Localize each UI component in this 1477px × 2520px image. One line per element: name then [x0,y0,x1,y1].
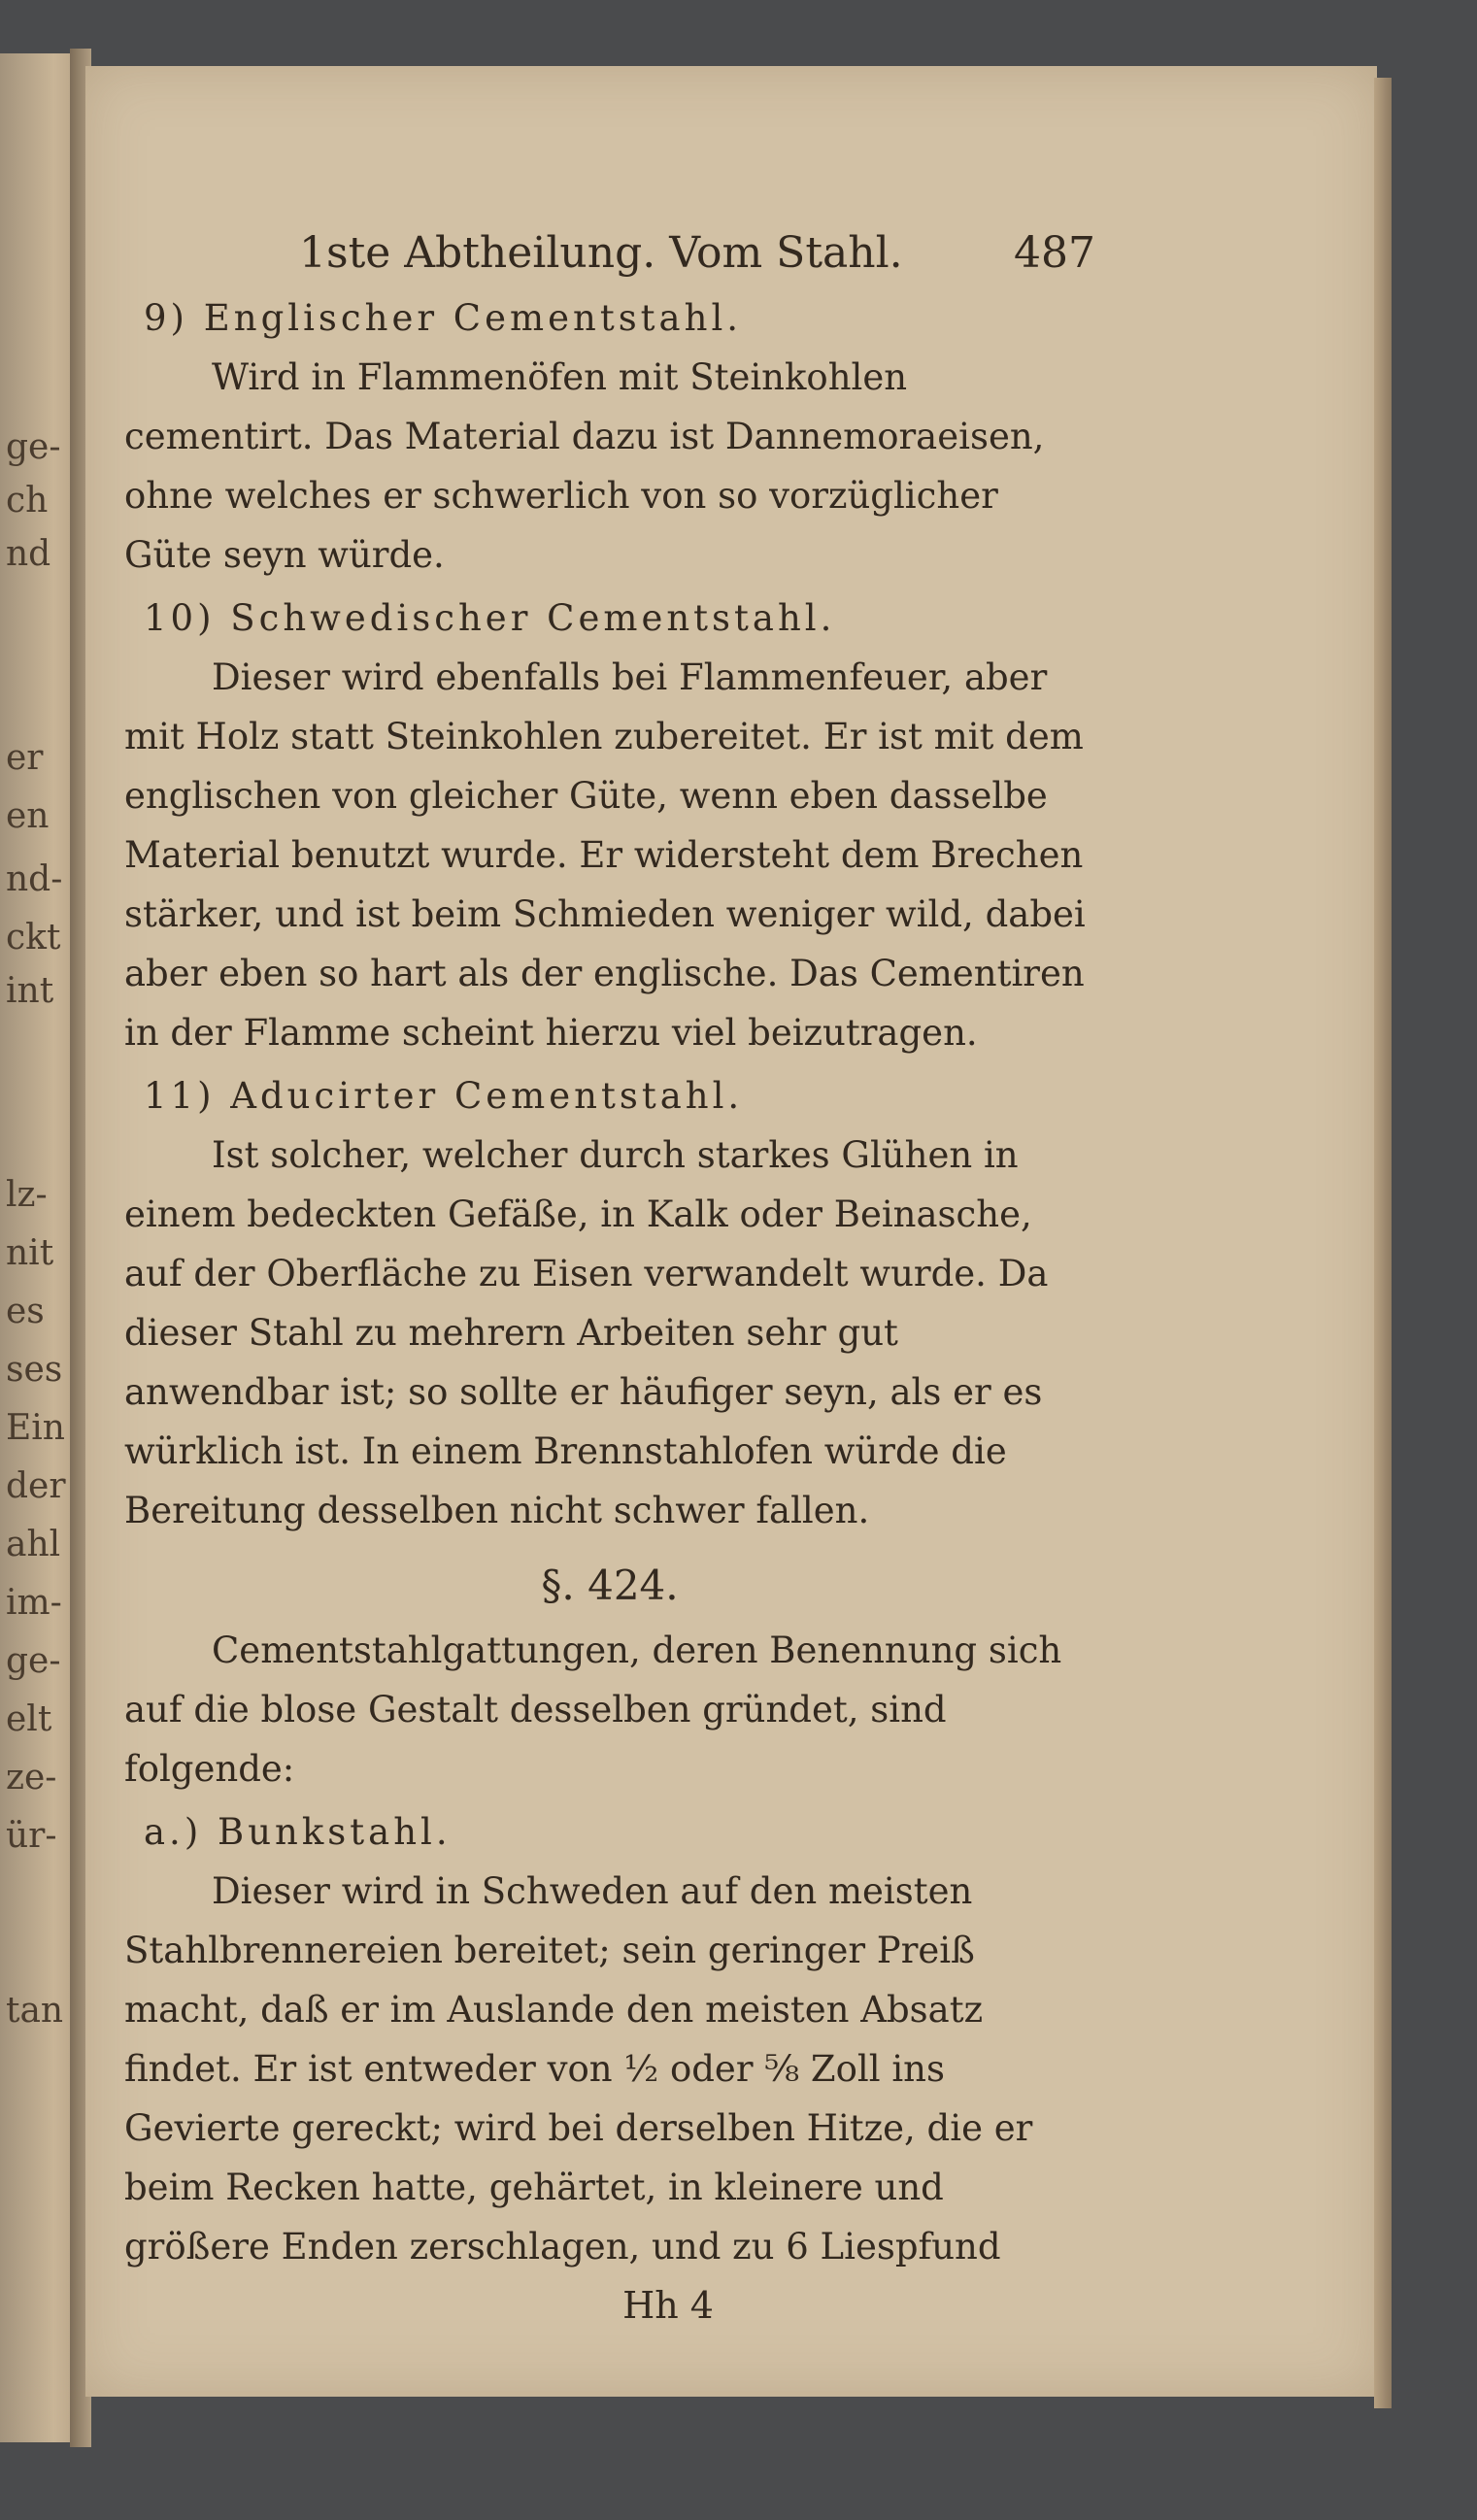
fragment: im- [6,1583,62,1623]
fragment: lz- [6,1175,48,1215]
section-heading: §. 424. [541,1562,679,1609]
fragment: elt [6,1699,52,1739]
paragraph: Cementstahlgattungen, deren Benennung sich auf die blose Gestalt desselben gründet, sind folgende: [124,1630,1062,1790]
item-title: 10) Schwedischer Cementstahl. [144,597,836,639]
fragment: en [6,796,50,836]
fragment: int [6,971,54,1011]
running-title: 1ste Abtheilung. Vom Stahl. [299,228,903,278]
item-title: 9) Englischer Cementstahl. [144,297,743,339]
paragraph: Dieser wird in Schweden auf den meisten Stahlbrennereien bereitet; sein geringer Preiß macht, daß er im Auslande den meisten Absatz findet. Er ist entweder von ½ oder ⅝ Zoll ins Gevierte gereckt; wird bei derselben Hitze, die er beim Recken hatte, gehärtet, in kleinere und größere Enden zerschlagen, und zu 6 Liespfund [124,1870,1033,2268]
fragment: ge- [6,1641,61,1681]
fragment: er [6,738,44,778]
running-header [124,223,1095,283]
page-number: 487 [1014,228,1095,278]
page-text [124,223,1095,2335]
item-title: a.) Bunkstahl. [144,1811,452,1853]
fragment: nit [6,1233,54,1273]
fragment: ses [6,1350,63,1390]
fragment: ge- [6,427,61,467]
paragraph: Wird in Flammenöfen mit Steinkohlen cementirt. Das Material dazu ist Dannemoraeisen, ohne welches er schwerlich von so vorzüglicher Güte seyn würde. [124,356,1045,576]
fragment: ahl [6,1525,61,1564]
signature-mark: Hh 4 [622,2284,714,2327]
item-title: 11) Aducirter Cementstahl. [144,1075,744,1117]
fragment: der [6,1466,66,1506]
fragment: nd- [6,859,63,899]
paragraph: Ist solcher, welcher durch starkes Glühen in einem bedeckten Gefäße, in Kalk oder Beinasche, auf der Oberfläche zu Eisen verwandelt wurde. Da dieser Stahl zu mehrern Arbeiten sehr gut anwendbar ist; so sollte er häufiger seyn, als er es würklich ist. In einem Brennstahlofen würde die Bereitung desselben nicht schwer fallen. [124,1134,1049,1531]
fragment: nd [6,534,51,574]
fragment: ze- [6,1758,57,1798]
fragment: Ein [6,1408,65,1448]
fragment: es [6,1292,45,1331]
fragment: tan [6,1991,64,2031]
fragment: ür- [6,1816,57,1856]
fragment: ckt [6,918,61,958]
page-edge-shadow [1374,78,1392,2408]
paragraph: Dieser wird ebenfalls bei Flammenfeuer, aber mit Holz statt Steinkohlen zubereitet. Er ist mit dem englischen von gleicher Güte, wenn eben dasselbe Material benutzt wurde. Er widersteht dem Brechen stärker, und ist beim Schmieden weniger wild, dabei aber eben so hart als der englische. Das Cementiren in der Flamme scheint hierzu viel beizutragen. [124,656,1086,1054]
fragment: ch [6,481,49,521]
